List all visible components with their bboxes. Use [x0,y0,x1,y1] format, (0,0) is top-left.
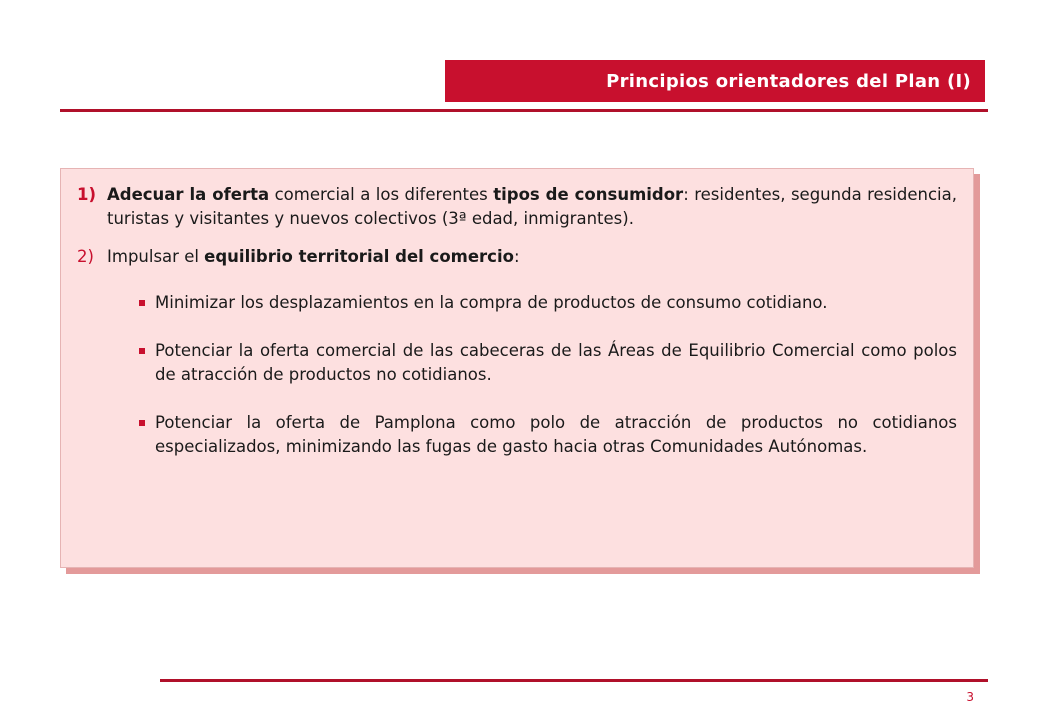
slide-title: Principios orientadores del Plan (I) [606,70,971,92]
square-bullet-icon [139,339,155,387]
numbered-item-2 [77,245,957,269]
item-text-segment: : residentes, segunda residencia, turistas y visitantes y nuevos colectivos (3ª edad, inmigrantes). [107,185,957,228]
content-panel [60,168,974,568]
bullet-item [139,339,957,387]
item-text-segment: : [513,247,520,266]
item-text [107,245,957,269]
bullet-text: Minimizar los desplazamientos en la compra de productos de consumo cotidiano. [155,293,828,312]
item-text [107,183,957,231]
item-number: 2) [77,247,94,266]
top-divider [60,109,988,112]
sub-bullet-list [139,291,957,459]
item-text-bold: Adecuar la oferta [107,185,270,204]
page-number: 3 [966,690,974,704]
bottom-divider [160,679,988,682]
slide-title-banner [445,60,985,102]
item-text-segment: Impulsar el [107,247,205,266]
bullet-item [139,291,957,315]
numbered-item-1 [77,183,957,231]
item-number: 1) [77,185,97,204]
item-text-segment: comercial a los diferentes [269,185,494,204]
square-bullet-icon [139,291,155,315]
content-body [77,183,957,483]
bullet-text: Potenciar la oferta de Pamplona como polo de atracción de productos no cotidianos especializados, minimizando las fugas de gasto hacia otras Comunidades Autónomas. [155,413,957,456]
bullet-item [139,411,957,459]
bullet-text: Potenciar la oferta comercial de las cabeceras de las Áreas de Equilibrio Comercial como polos de atracción de productos no cotidianos. [155,341,957,384]
square-bullet-icon [139,411,155,459]
item-text-bold: equilibrio territorial del comercio [204,247,514,266]
item-text-bold: tipos de consumidor [493,185,684,204]
